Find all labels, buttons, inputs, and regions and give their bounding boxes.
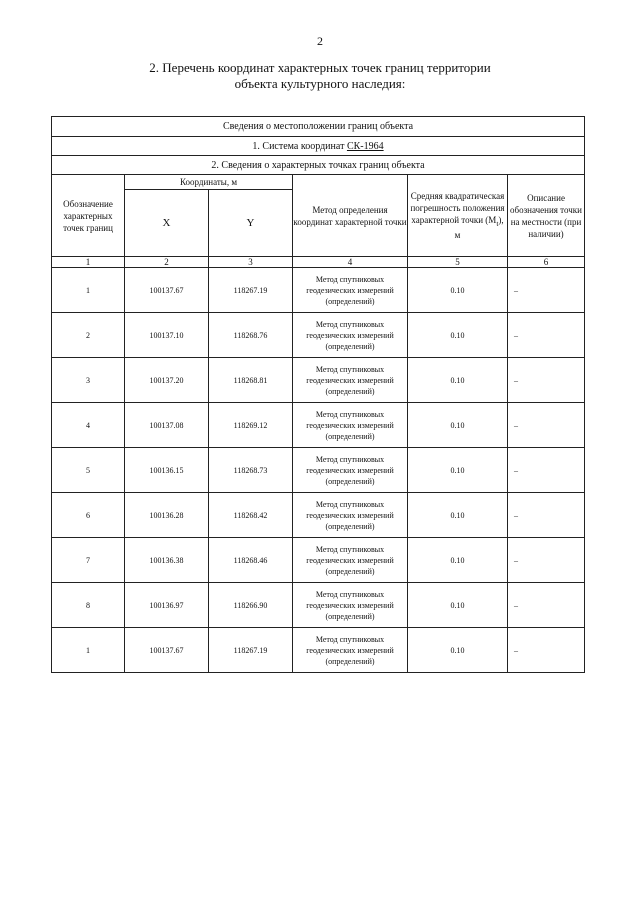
error-cell-text: 0.10: [450, 646, 465, 655]
method-cell: [293, 448, 408, 493]
error-cell: [408, 268, 508, 313]
point-cell-text: 4: [86, 421, 90, 430]
points-title: 2. Сведения о характерных точках границ объекта: [52, 156, 585, 175]
point-cell: [52, 313, 125, 358]
description-cell: [508, 538, 585, 583]
x-cell: [125, 583, 209, 628]
error-cell-text: 0.10: [450, 466, 465, 475]
y-cell-text: 118268.73: [233, 466, 268, 475]
x-cell-text: 100136.15: [149, 466, 184, 475]
description-cell: [508, 448, 585, 493]
point-cell: [52, 538, 125, 583]
header-designation: Обозначение характерных точек границ: [52, 175, 125, 257]
y-cell-text: 118268.46: [233, 556, 268, 565]
error-cell: [408, 583, 508, 628]
header-method: Метод определения координат характерной точки: [293, 175, 408, 257]
x-cell: [125, 313, 209, 358]
method-cell: [293, 538, 408, 583]
point-cell-text: 3: [86, 376, 90, 385]
x-cell-text: 100137.10: [149, 331, 184, 340]
x-cell: [125, 358, 209, 403]
x-cell: [125, 448, 209, 493]
table-row: [52, 538, 585, 583]
header-description: Описание обозначения точки на местности (при наличии): [508, 175, 585, 257]
header-x: X: [125, 190, 209, 257]
y-cell: [209, 403, 293, 448]
table-row: [52, 268, 585, 313]
method-cell-text: Метод спутниковых геодезических измерений (определений): [306, 275, 394, 306]
col-number-5: 5: [408, 257, 508, 268]
x-cell-text: 100137.67: [149, 646, 184, 655]
error-cell-text: 0.10: [450, 331, 465, 340]
method-cell-text: Метод спутниковых геодезических измерений (определений): [306, 500, 394, 531]
y-cell-text: 118269.12: [233, 421, 268, 430]
x-cell: [125, 403, 209, 448]
table-row: [52, 358, 585, 403]
description-cell-text: –: [514, 286, 518, 295]
error-cell: [408, 628, 508, 673]
method-cell: [293, 628, 408, 673]
description-cell-text: –: [514, 646, 518, 655]
x-cell-text: 100137.08: [149, 421, 184, 430]
table-row: [52, 583, 585, 628]
point-cell-text: 2: [86, 331, 90, 340]
method-cell: [293, 403, 408, 448]
x-cell: [125, 538, 209, 583]
error-cell: [408, 313, 508, 358]
method-cell-text: Метод спутниковых геодезических измерений (определений): [306, 635, 394, 666]
table-row: [52, 448, 585, 493]
error-cell-text: 0.10: [450, 511, 465, 520]
y-cell-text: 118268.42: [233, 511, 268, 520]
col-number-3: 3: [209, 257, 293, 268]
table-banner-row: [52, 117, 585, 137]
heading-line-2: объекта культурного наследия:: [234, 76, 406, 91]
page-number: 2: [317, 34, 323, 48]
point-cell-text: 1: [86, 286, 90, 295]
description-cell: [508, 583, 585, 628]
coordinate-system-label: 1. Система координат: [252, 140, 347, 152]
point-cell: [52, 628, 125, 673]
x-cell-text: 100137.67: [149, 286, 184, 295]
y-cell: [209, 493, 293, 538]
description-cell-text: –: [514, 556, 518, 565]
description-cell-text: –: [514, 511, 518, 520]
point-cell: [52, 403, 125, 448]
error-cell: [408, 358, 508, 403]
point-cell: [52, 583, 125, 628]
method-cell: [293, 358, 408, 403]
header-coordinates: Координаты, м: [125, 175, 293, 190]
error-cell: [408, 403, 508, 448]
method-cell-text: Метод спутниковых геодезических измерений (определений): [306, 590, 394, 621]
method-cell: [293, 268, 408, 313]
x-cell-text: 100137.20: [149, 376, 184, 385]
x-cell-text: 100136.28: [149, 511, 184, 520]
table-row: [52, 628, 585, 673]
description-cell-text: –: [514, 466, 518, 475]
description-cell-text: –: [514, 376, 518, 385]
method-cell-text: Метод спутниковых геодезических измерений (определений): [306, 455, 394, 486]
y-cell: [209, 268, 293, 313]
method-cell: [293, 493, 408, 538]
description-cell-text: –: [514, 331, 518, 340]
heading-line-1: 2. Перечень координат характерных точек границ территории: [149, 60, 491, 75]
table-banner: Сведения о местоположении границ объекта: [52, 117, 585, 137]
error-cell-text: 0.10: [450, 601, 465, 610]
y-cell: [209, 358, 293, 403]
x-cell-text: 100136.38: [149, 556, 184, 565]
description-cell-text: –: [514, 601, 518, 610]
y-cell: [209, 448, 293, 493]
header-y: Y: [209, 190, 293, 257]
y-cell-text: 118267.19: [233, 646, 268, 655]
coordinate-system-value: СК-1964: [346, 140, 384, 152]
y-cell-text: 118266.90: [233, 601, 268, 610]
y-cell-text: 118268.81: [233, 376, 268, 385]
method-cell-text: Метод спутниковых геодезических измерений (определений): [306, 365, 394, 396]
error-cell-text: 0.10: [450, 556, 465, 565]
x-cell: [125, 493, 209, 538]
description-cell: [508, 403, 585, 448]
x-cell-text: 100136.97: [149, 601, 184, 610]
point-cell: [52, 268, 125, 313]
description-cell: [508, 628, 585, 673]
x-cell: [125, 268, 209, 313]
boundary-points-table: [51, 116, 585, 673]
method-cell-text: Метод спутниковых геодезических измерений (определений): [306, 410, 394, 441]
points-title-row: [52, 156, 585, 175]
point-cell-text: 7: [86, 556, 90, 565]
y-cell-text: 118267.19: [233, 286, 268, 295]
coordinate-system: [52, 137, 585, 156]
point-cell-text: 5: [86, 466, 90, 475]
description-cell-text: –: [514, 421, 518, 430]
error-cell: [408, 448, 508, 493]
col-number-1: 1: [52, 257, 125, 268]
error-cell: [408, 538, 508, 583]
error-cell: [408, 493, 508, 538]
y-cell: [209, 583, 293, 628]
header-error: Средняя квадратическая погрешность положения характерной точки $(M_t)$, м: [408, 175, 508, 257]
column-numbers-row: [52, 257, 585, 268]
method-cell-text: Метод спутниковых геодезических измерений (определений): [306, 545, 394, 576]
description-cell: [508, 493, 585, 538]
error-cell-text: 0.10: [450, 286, 465, 295]
y-cell-text: 118268.76: [233, 331, 268, 340]
col-number-2: 2: [125, 257, 209, 268]
point-cell: [52, 358, 125, 403]
table-row: [52, 493, 585, 538]
method-cell: [293, 583, 408, 628]
col-number-4: 4: [293, 257, 408, 268]
table-row: [52, 313, 585, 358]
y-cell: [209, 628, 293, 673]
col-number-6: 6: [508, 257, 585, 268]
description-cell: [508, 268, 585, 313]
y-cell: [209, 538, 293, 583]
error-cell-text: 0.10: [450, 376, 465, 385]
point-cell-text: 1: [86, 646, 90, 655]
page-heading: [60, 60, 580, 92]
x-cell: [125, 628, 209, 673]
error-cell-text: 0.10: [450, 421, 465, 430]
coordinate-system-row: [52, 137, 585, 156]
description-cell: [508, 358, 585, 403]
point-cell: [52, 448, 125, 493]
method-cell: [293, 313, 408, 358]
table-row: [52, 403, 585, 448]
description-cell: [508, 313, 585, 358]
point-cell-text: 6: [86, 511, 90, 520]
y-cell: [209, 313, 293, 358]
point-cell: [52, 493, 125, 538]
header-row-1: [52, 175, 585, 190]
point-cell-text: 8: [86, 601, 90, 610]
method-cell-text: Метод спутниковых геодезических измерений (определений): [306, 320, 394, 351]
